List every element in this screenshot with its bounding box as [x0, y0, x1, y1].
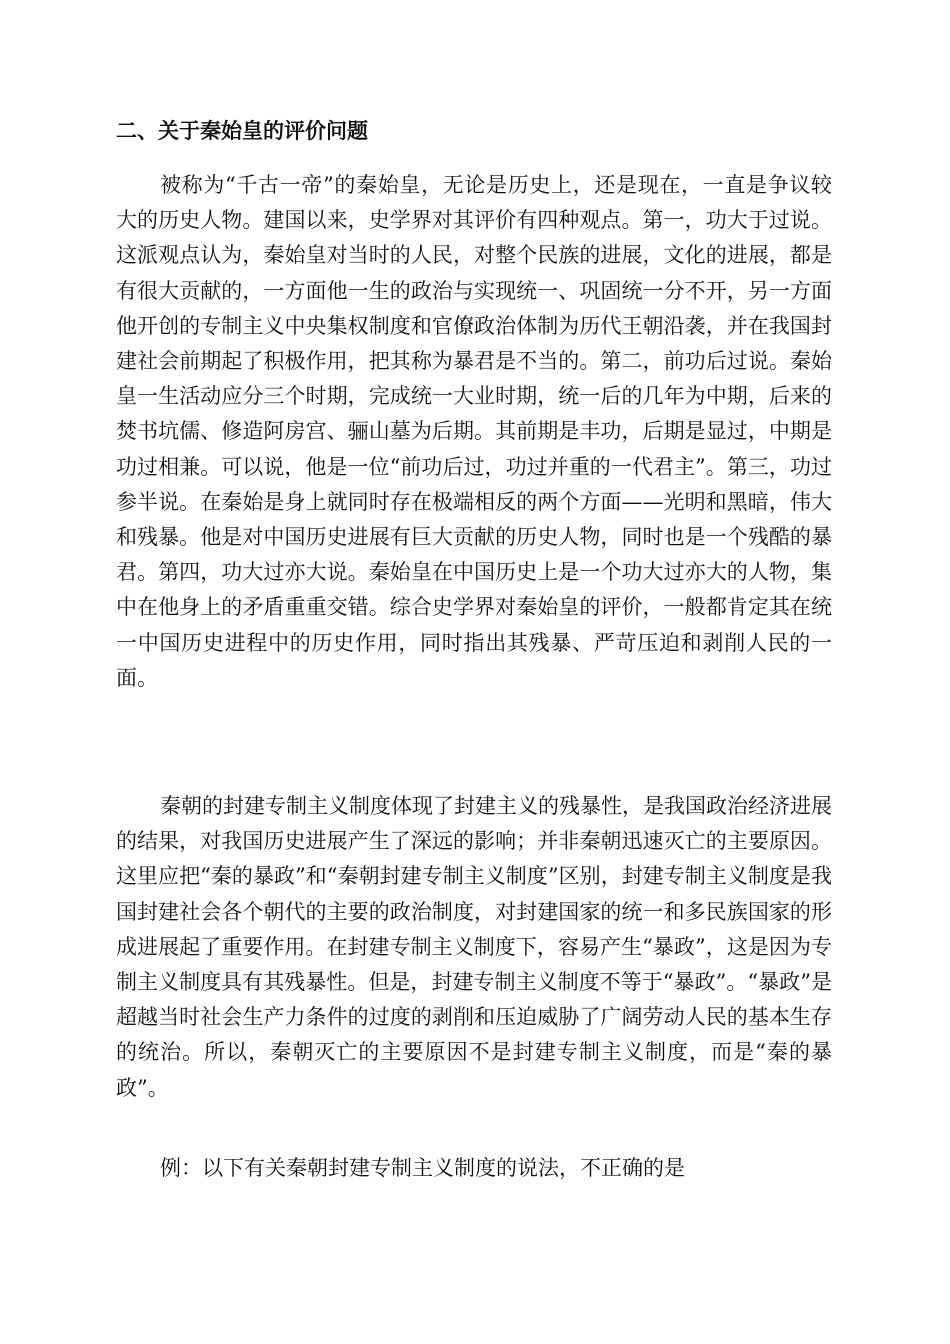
section-heading: 二、关于秦始皇的评价问题 — [116, 119, 368, 143]
paragraph-feudal-autocracy: 秦朝的封建专制主义制度体现了封建主义的残暴性，是我国政治经济进展的结果，对我国历史进展产生了深远的影响；并非秦朝迅速灭亡的主要原因。这里应把“秦的暴政”和“秦朝封建专制主义制度”区别，封建专制主义制度是我国封建社会各个朝代的主要的政治制度，对封建国家的统一和多民族国家的形成进展起了重要作用。在封建专制主义制度下，容易产生“暴政”，这是因为专制主义制度具有其残暴性。但是，封建专制主义制度不等于“暴政”。“暴政”是超越当时社会生产力条件的过度的剥削和压迫威胁了广阔劳动人民的基本生存的统治。所以，秦朝灭亡的主要原因不是封建专制主义制度，而是“秦的暴政”。 — [116, 794, 832, 1100]
paragraph-example-question: 例：以下有关秦朝封建专制主义制度的说法，不正确的是 — [160, 1156, 685, 1180]
paragraph-qin-shihuang-evaluation: 被称为“千古一帝”的秦始皇，无论是历史上，还是现在，一直是争议较大的历史人物。建国以来，史学界对其评价有四种观点。第一，功大于过说。这派观点认为，秦始皇对当时的人民，对整个民族的进展，文化的进展，都是有很大贡献的，一方面他一生的政治与实现统一、巩固统一分不开，另一方面他开创的专制主义中央集权制度和官僚政治体制为历代王朝沿袭，并在我国封建社会前期起了积极作用，把其称为暴君是不当的。第二，前功后过说。秦始皇一生活动应分三个时期，完成统一大业时期，统一后的几年为中期，后来的焚书坑儒、修造阿房宫、骊山墓为后期。其前期是丰功，后期是显过，中期是功过相兼。可以说，他是一位“前功后过，功过并重的一代君主”。第三，功过参半说。在秦始是身上就同时存在极端相反的两个方面——光明和黑暗，伟大和残暴。他是对中国历史进展有巨大贡献的历史人物，同时也是一个残酷的暴君。第四，功大过亦大说。秦始皇在中国历史上是一个功大过亦大的人物，集中在他身上的矛盾重重交错。综合史学界对秦始皇的评价，一般都肯定其在统一中国历史进程中的历史作用，同时指出其残暴、严苛压迫和剥削人民的一面。 — [116, 173, 832, 690]
